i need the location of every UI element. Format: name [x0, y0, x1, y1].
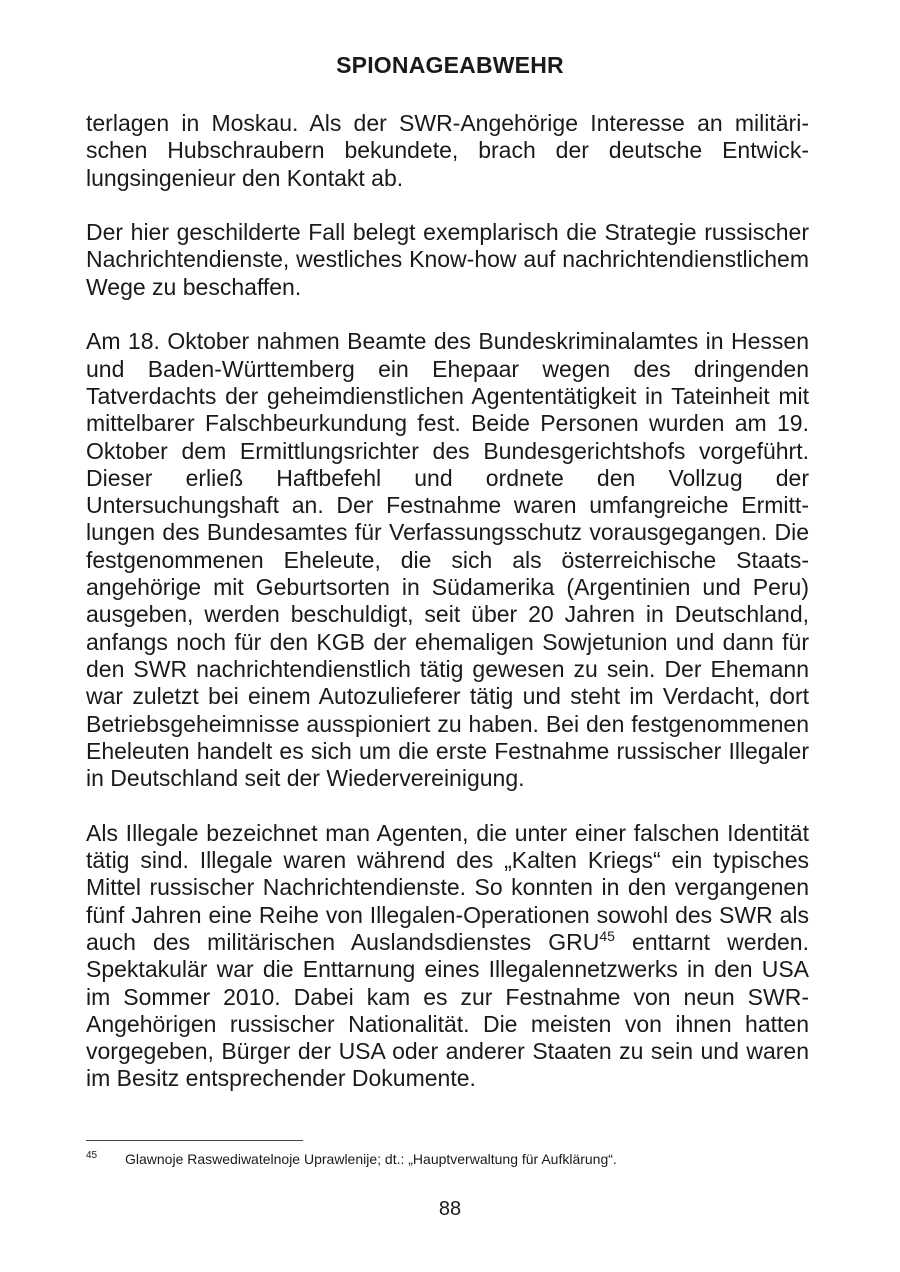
paragraph-4	[86, 820, 809, 1093]
page-number: 88	[438, 1198, 462, 1220]
paragraph-1: terlagen in Moskau. Als der SWR-Angehörige Interesse an militärischen Hubschraubern bekundete, brach der deutsche Entwicklungsingenieur den Kontakt ab.	[86, 110, 809, 191]
footnote-text: Glawnoje Raswediwatelnoje Uprawlenije; dt.: „Hauptverwaltung für Aufklärung“.	[125, 1151, 617, 1167]
running-header: SPIONAGEABWEHR	[336, 52, 564, 78]
paragraph-4-text-end: enttarnt werden. Spektakulär war die Enttarnung eines Illegalennetzwerks in den USA im Sommer 2010. Dabei kam es zur Festnahme von neun SWR-Angehörigen russischer Nationalität. Die meisten von ihnen hatten vorgegeben, Bürger der USA oder anderer Staaten zu sein und waren im Besitz entsprechender Dokumente.	[86, 928, 809, 1092]
paragraph-3: Am 18. Oktober nahmen Beamte des Bundeskriminalamtes in Hessen und Baden-Württemberg ein Ehepaar wegen des dringenden Tatverdachts der geheimdienstlichen Agententätigkeit in Tateinheit mit mittelbarer Falschbeurkundung fest. Beide Personen wurden am 19. Oktober dem Ermittlungsrichter des Bundesgerichtshofs vorgeführt. Dieser erließ Haftbefehl und ordnete den Vollzug der Untersuchungshaft an. Der Festnahme waren umfangreiche Ermittlungen des Bundesamtes für Verfassungsschutz vorausgegangen. Die festgenommenen Eheleute, die sich als österreichische Staatsangehörige mit Geburtsorten in Südamerika (Argentinien und Peru) ausgeben, werden beschuldigt, seit über 20 Jahren in Deutschland, anfangs noch für den KGB der ehemaligen Sowjetunion und dann für den SWR nachrichtendienstlich tätig gewesen zu sein. Der Ehemann war zuletzt bei einem Autozulieferer tätig und steht im Verdacht, dort Betriebsgeheimnisse ausspioniert zu haben. Bei den festgenommenen Eheleuten handelt es sich um die erste Festnahme russischer Illegaler in Deutschland seit der Wiedervereinigung.	[86, 328, 809, 792]
body-text	[86, 110, 809, 1093]
footnote-divider	[86, 1140, 303, 1141]
footnote-number: 45	[86, 1150, 98, 1161]
footnote-reference: 45	[599, 927, 615, 944]
paragraph-4-text-start: Als Illegale bezeichnet man Agenten, die unter einer falschen Identität tätig sind. Illegale waren während des „Kalten Kriegs“ ein typisches Mittel russischer Nachrichtendienste. So konnten in den vergangenen fünf Jahren eine Reihe von Illegalen-Operationen sowohl des SWR als auch des militärischen Auslandsdienstes GRU	[86, 819, 809, 955]
paragraph-2: Der hier geschilderte Fall belegt exemplarisch die Strategie russischer Nachrichtendienste, westliches Know-how auf nachrichtendienstlichem Wege zu beschaffen.	[86, 219, 809, 300]
